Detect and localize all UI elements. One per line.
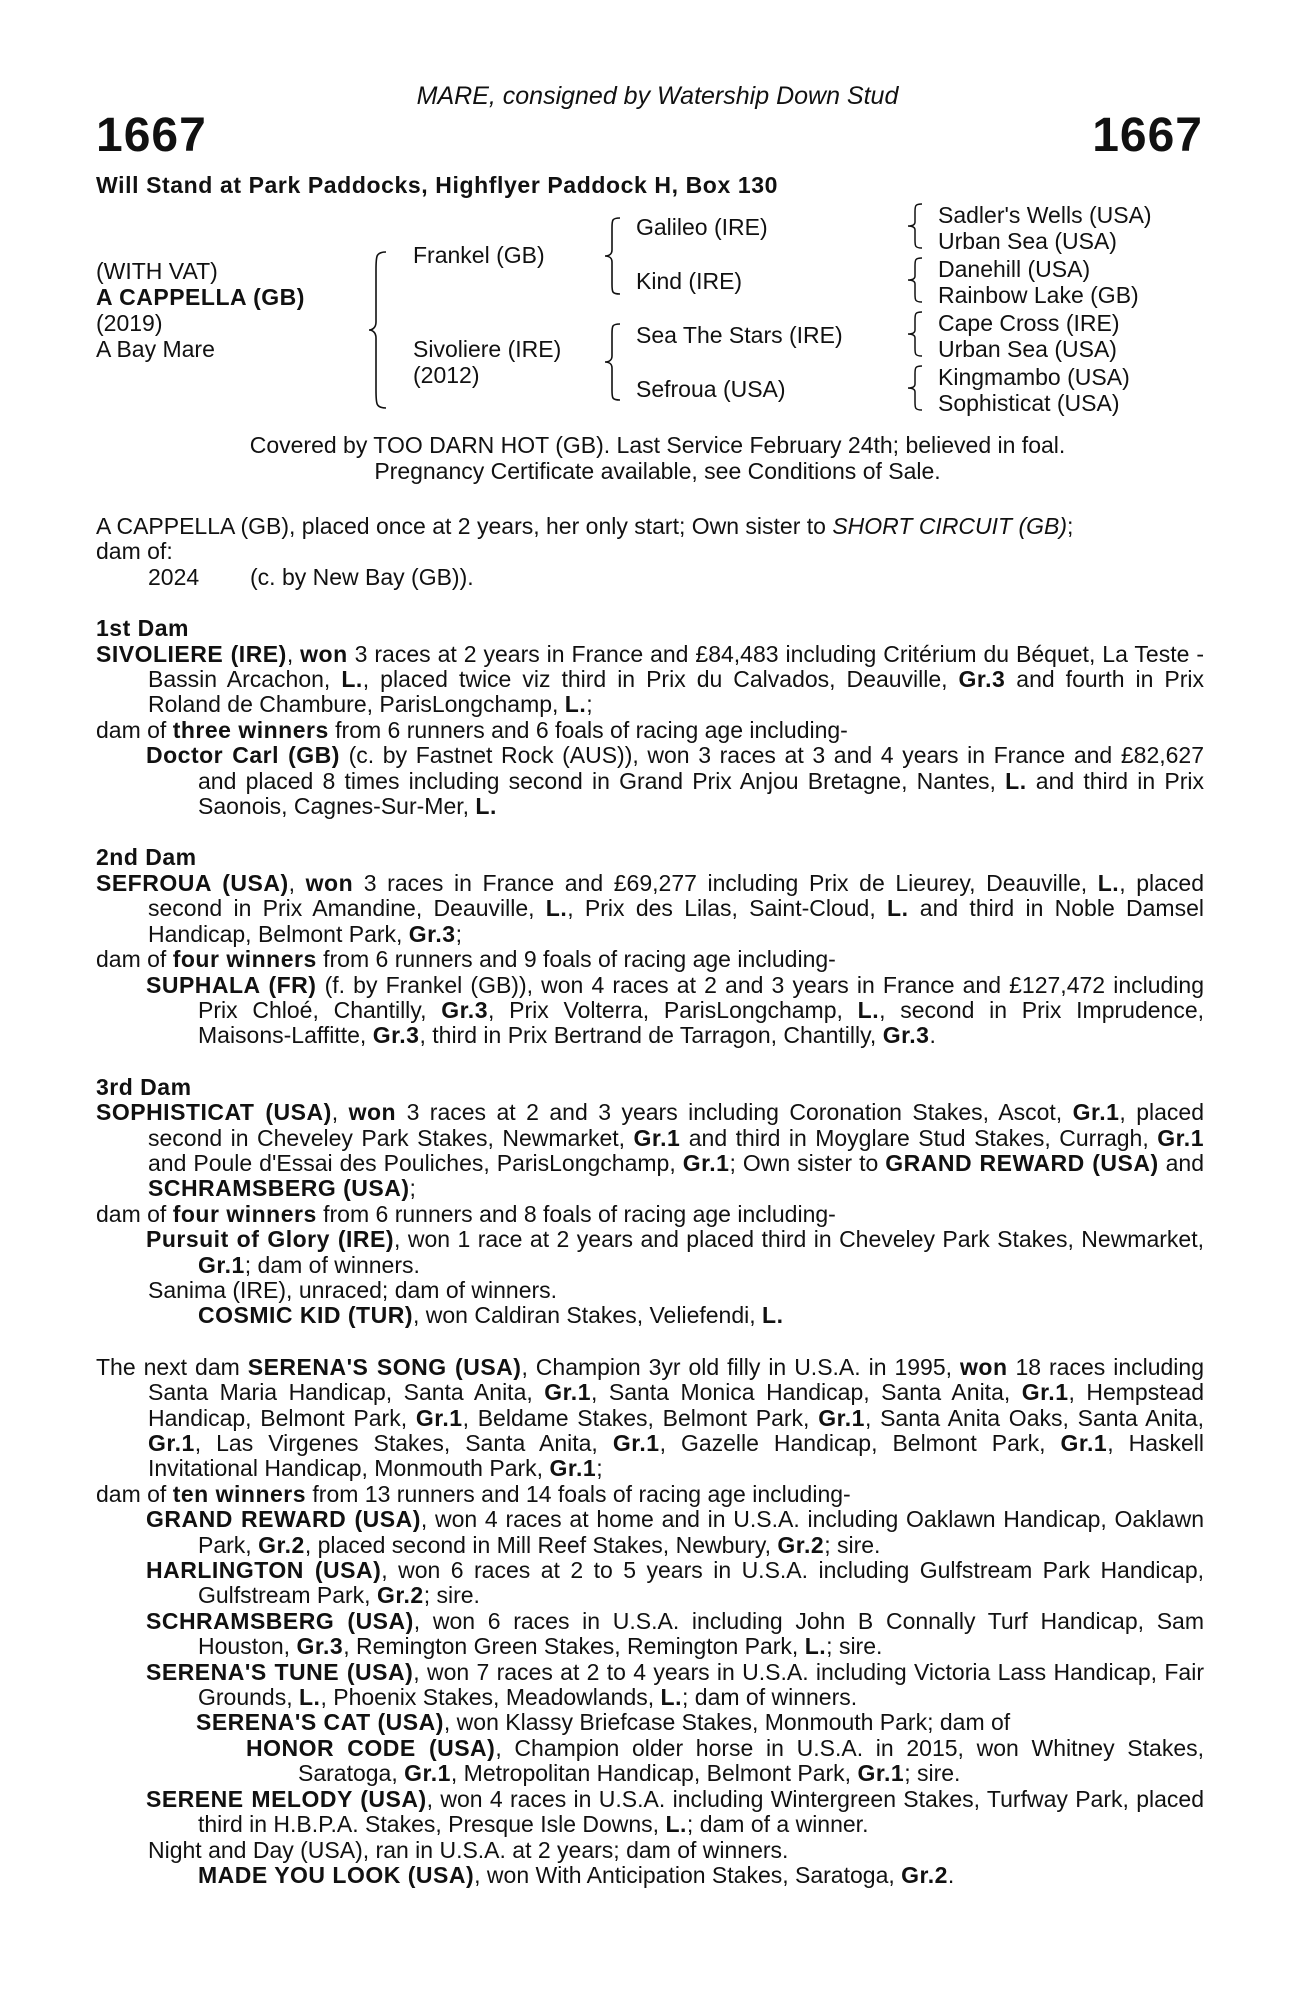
brace-g2: [906, 256, 926, 304]
second-dam-produce: dam of four winners from 6 runners and 9 foals of racing age including-: [96, 946, 836, 973]
own-sister: SHORT CIRCUIT (GB): [832, 513, 1068, 539]
next-dam-produce: dam of ten winners from 13 runners and 14 foals of racing age including-: [96, 1480, 851, 1507]
second-dam-record: SEFROUA (USA), won 3 races in France and £69,277 including Prix de Lieurey, Deauville, L., placed second in Prix Amandine, Deauville, L., Prix des Lilas, Saint-Cloud, L. and third in Noble Damsel Handicap, Belmont Park, Gr.3;: [96, 869, 1204, 947]
brace-sire: [604, 216, 624, 296]
ancestor-8: Sophisticat (USA): [938, 390, 1120, 416]
ancestor-1: Sadler's Wells (USA): [938, 202, 1152, 228]
stand-location: Will Stand at Park Paddocks, Highflyer Paddock H, Box 130: [96, 172, 779, 198]
produce-record: 2024 (c. by New Bay (GB)).: [148, 563, 474, 590]
dam-name: Sivoliere (IRE): [413, 336, 562, 362]
dam-dam: Sefroua (USA): [636, 376, 786, 402]
brace-dam: [604, 322, 624, 402]
second-dam-heading: 2nd Dam: [96, 844, 197, 871]
ancestor-3: Danehill (USA): [938, 256, 1091, 282]
first-dam-heading: 1st Dam: [96, 615, 189, 642]
ancestor-4: Rainbow Lake (GB): [938, 282, 1139, 308]
covering-line-1: Covered by TOO DARN HOT (GB). Last Service February 24th; believed in foal.: [249, 432, 1066, 458]
third-dam-heading: 3rd Dam: [96, 1073, 192, 1100]
sire-sire: Galileo (IRE): [636, 214, 768, 240]
horse-description: A Bay Mare: [96, 336, 215, 362]
third-dam-progeny-3: COSMIC KID (TUR), won Caldiran Stakes, Veliefendi, L.: [198, 1302, 784, 1329]
dam-of-label: dam of:: [96, 538, 173, 565]
progeny-serenas-cat: SERENA'S CAT (USA), won Klassy Briefcase Stakes, Monmouth Park; dam of: [196, 1709, 1011, 1736]
third-dam-progeny-1: Pursuit of Glory (IRE), won 1 race at 2 years and placed third in Cheveley Park Stakes, Newmarket, Gr.1; dam of winners.: [146, 1226, 1204, 1278]
vat-label: (WITH VAT): [96, 258, 218, 284]
progeny-serenas-tune: SERENA'S TUNE (USA), won 7 races at 2 to 4 years in U.S.A. including Victoria Lass Handicap, Fair Grounds, L., Phoenix Stakes, Meadowlands, L.; dam of winners.: [146, 1658, 1204, 1711]
lot-number-left: 1667: [96, 109, 207, 162]
third-dam-progeny-2: Sanima (IRE), unraced; dam of winners.: [148, 1276, 558, 1303]
first-dam-record: SIVOLIERE (IRE), won 3 races at 2 years in France and £84,483 including Critérium du Béquet, La Teste - Bassin Arcachon, L., placed twice viz third in Prix du Calvados, Deauville, Gr.3 and fourth in Prix Roland de Chambure, ParisLongchamp, L.;: [96, 640, 1205, 718]
progeny-serene-melody: SERENE MELODY (USA), won 4 races in U.S.A. including Wintergreen Stakes, Turfway Park, placed third in H.B.P.A. Stakes, Presque Isle Downs, L.; dam of a winner.: [146, 1785, 1204, 1838]
ancestor-2: Urban Sea (USA): [938, 228, 1117, 254]
progeny-harlington: HARLINGTON (USA), won 6 races at 2 to 5 years in U.S.A. including Gulfstream Park Handicap, Gulfstream Park, Gr.2; sire.: [146, 1557, 1205, 1609]
ancestor-6: Urban Sea (USA): [938, 336, 1117, 362]
third-dam-produce: dam of four winners from 6 runners and 8 foals of racing age including-: [96, 1200, 836, 1227]
horse-name: A CAPPELLA (GB): [96, 284, 305, 310]
catalogue-body: [96, 514, 1204, 1888]
lot-number-right: 1667: [1092, 109, 1203, 162]
brace-g1: [906, 202, 926, 250]
covering-note: [0, 432, 1315, 484]
progeny-schramsberg: SCHRAMSBERG (USA), won 6 races in U.S.A. including John B Connally Turf Handicap, Sam Houston, Gr.3, Remington Green Stakes, Remington Park, L.; sire.: [146, 1607, 1204, 1660]
sire-dam: Kind (IRE): [636, 268, 743, 294]
ancestor-5: Cape Cross (IRE): [938, 310, 1120, 336]
next-dam-record: The next dam SERENA'S SONG (USA), Champion 3yr old filly in U.S.A. in 1995, won 18 races including Santa Maria Handicap, Santa Anita, Gr.1, Santa Monica Handicap, Santa Anita, Gr.1, Hempstead Handicap, Belmont Park, Gr.1, Beldame Stakes, Belmont Park, Gr.1, Santa Anita Oaks, Santa Anita, Gr.1, Las Virgenes Stakes, Santa Anita, Gr.1, Gazelle Handicap, Belmont Park, Gr.1, Haskell Invitational Handicap, Monmouth Park, Gr.1;: [96, 1353, 1204, 1482]
brace-g3: [906, 310, 926, 358]
dam-sire: Sea The Stars (IRE): [636, 322, 843, 348]
sire-name: Frankel (GB): [413, 242, 545, 268]
ancestor-7: Kingmambo (USA): [938, 364, 1130, 390]
progeny-made-you-look: MADE YOU LOOK (USA), won With Anticipation Stakes, Saratoga, Gr.2.: [198, 1861, 955, 1888]
dam-year: (2012): [413, 362, 480, 388]
third-dam-record: SOPHISTICAT (USA), won 3 races at 2 and 3 years including Coronation Stakes, Ascot, Gr.1, placed second in Cheveley Park Stakes, Newmarket, Gr.1 and third in Moyglare Stud Stakes, Curragh, Gr.1 and Poule d'Essai des Pouliches, ParisLongchamp, Gr.1; Own sister to GRAND REWARD (USA) and SCHRAMSBERG (USA);: [96, 1099, 1205, 1202]
intro-paragraph: A CAPPELLA (GB), placed once at 2 years, her only start; Own sister to SHORT CIRCUIT (GB);: [96, 513, 1074, 539]
brace-g4: [906, 364, 926, 412]
progeny-grand-reward: GRAND REWARD (USA), won 4 races at home and in U.S.A. including Oaklawn Handicap, Oaklawn Park, Gr.2, placed second in Mill Reef Stakes, Newbury, Gr.2; sire.: [146, 1506, 1204, 1558]
first-dam-produce: dam of three winners from 6 runners and 6 foals of racing age including-: [96, 716, 848, 743]
consignment-line: MARE, consigned by Watership Down Stud: [416, 82, 899, 110]
horse-year: (2019): [96, 310, 163, 336]
first-dam-progeny: Doctor Carl (GB) (c. by Fastnet Rock (AUS)), won 3 races at 3 and 4 years in France and £82,627 and placed 8 times including second in Grand Prix Anjou Bretagne, Nantes, L. and third in Prix Saonois, Cagnes-Sur-Mer, L.: [146, 742, 1205, 820]
covering-line-2: Pregnancy Certificate available, see Conditions of Sale.: [374, 458, 941, 484]
progeny-honor-code: HONOR CODE (USA), Champion older horse in U.S.A. in 2015, won Whitney Stakes, Saratoga, Gr.1, Metropolitan Handicap, Belmont Park, Gr.1; sire.: [246, 1734, 1204, 1787]
brace-main: [368, 250, 390, 410]
progeny-night-and-day: Night and Day (USA), ran in U.S.A. at 2 years; dam of winners.: [148, 1836, 789, 1863]
second-dam-progeny: SUPHALA (FR) (f. by Frankel (GB)), won 4 races at 2 and 3 years in France and £127,472 including Prix Chloé, Chantilly, Gr.3, Prix Volterra, ParisLongchamp, L., second in Prix Imprudence, Maisons-Laffitte, Gr.3, third in Prix Bertrand de Tarragon, Chantilly, Gr.3.: [146, 971, 1204, 1049]
